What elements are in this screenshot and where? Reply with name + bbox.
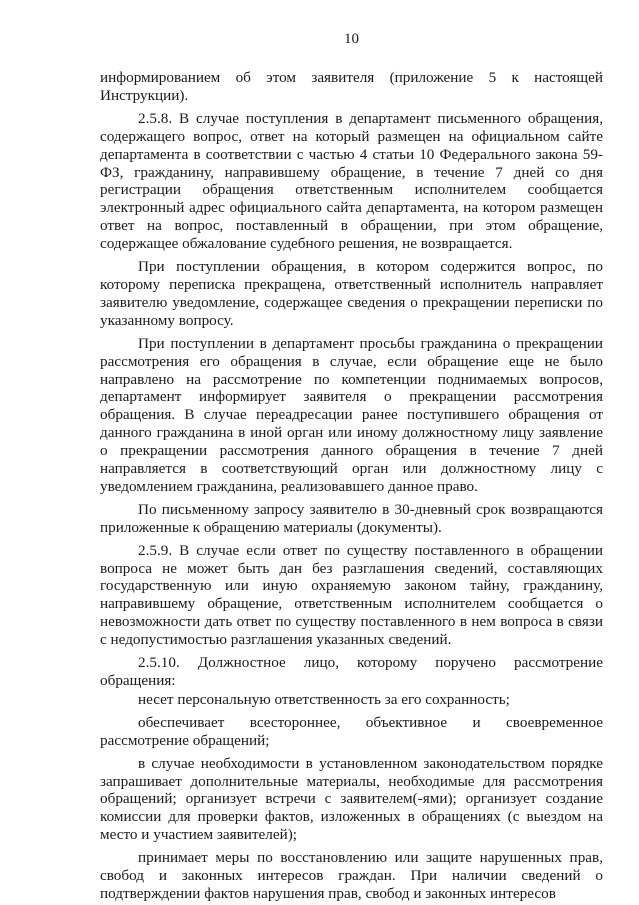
paragraph-return-materials: По письменному запросу заявителю в 30-дневный срок возвращаются приложенные к обращению материалы (документы). [100,500,603,536]
paragraph-2-5-10: 2.5.10. Должностное лицо, которому поручено рассмотрение обращения: [100,654,603,689]
list-item-review: обеспечивает всестороннее, объективное и своевременное рассмотрение обращений; [100,713,603,749]
paragraph-2-5-8: 2.5.8. В случае поступления в департамент письменного обращения, содержащего вопрос, ответ на который размещен на официальном сайте департамента в соответствии с частью 4 статьи 10 Федерального закона 59-ФЗ, гражданину, направившему обращение, в течение 7 дней со дня регистрации обращения ответственным исполнителем сообщается электронный адрес официального сайта департамента, на котором размещен ответ на вопрос, поставленный в обращении, при этом обращение, содержащее обжалование судебного решения, не возвращается. [100,109,603,253]
list-item-restore-rights: принимает меры по восстановлению или защите нарушенных прав, свобод и законных интересов граждан. При наличии сведений о подтверждении фактов нарушения прав, свобод и законных интересов [100,849,603,902]
list-item-request-materials: в случае необходимости в установленном законодательством порядке запрашивает дополнительные материалы, необходимые для рассмотрения обращений; организует встречи с заявителем(-ями); организует создание комиссии для проверки фактов, изложенных в обращениях (с выездом на место и участием заявителей); [100,754,603,844]
paragraph-correspondence-terminated: При поступлении обращения, в котором содержится вопрос, по которому переписка прекращена, ответственный исполнитель направляет заявителю уведомление, содержащее сведения о прекращении переписки по указанному вопросу. [100,258,603,329]
paragraph-continuation: информированием об этом заявителя (приложение 5 к настоящей Инструкции). [100,69,603,104]
list-item-responsibility: несет персональную ответственность за его сохранность; [138,690,510,708]
document-body [100,69,603,903]
paragraph-termination-request: При поступлении в департамент просьбы гражданина о прекращении рассмотрения его обращения в случае, если обращение еще не было направлено на рассмотрение по компетенции поднимаемых вопросов, департамент информирует заявителя о прекращении рассмотрения обращения. В случае переадресации ранее поступившего обращения от данного гражданина в иной орган или иному должностному лицу заявление о прекращении рассмотрения данного обращения в течение 7 дней направляется в соответствующий орган или должностному лицу с уведомлением гражданина, реализовавшего данное право. [100,334,603,495]
page-number: 10 [344,31,359,47]
paragraph-2-5-9: 2.5.9. В случае если ответ по существу поставленного в обращении вопроса не может быть дан без разглашения сведений, составляющих государственную или иную охраняемую законом тайну, гражданину, направившему обращение, ответственным исполнителем сообщается о невозможности дать ответ по существу поставленного в нем вопроса в связи с недопустимостью разглашения указанных сведений. [100,541,603,649]
